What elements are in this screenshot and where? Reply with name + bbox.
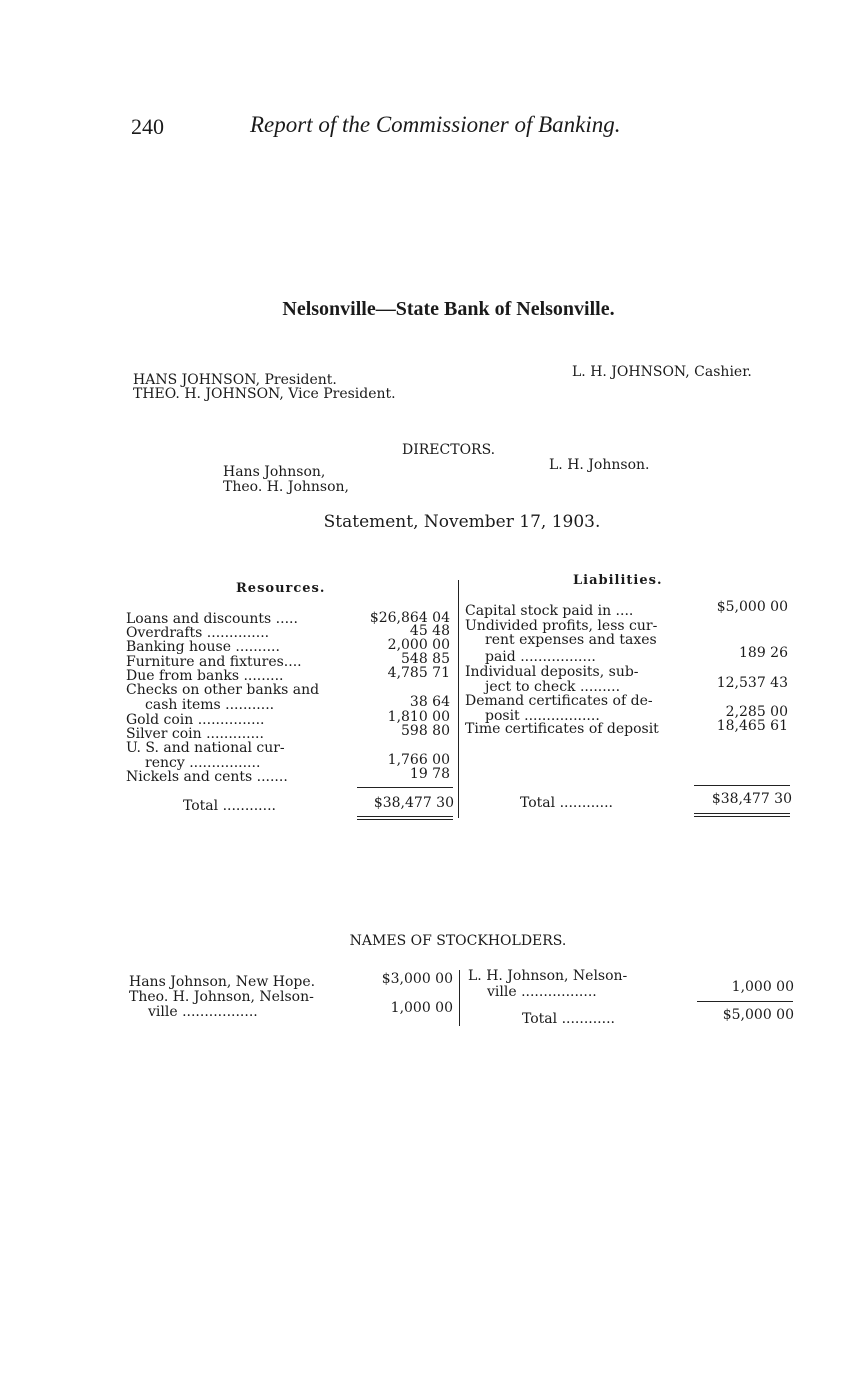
resources-row-label: Due from banks ......... — [126, 668, 284, 684]
stockholders-heading: NAMES OF STOCKHOLDERS. — [349, 933, 567, 949]
resources-row-amount: 548 85 — [401, 651, 450, 667]
resources-total-amount: $38,477 30 — [373, 795, 454, 811]
total-double-rule — [694, 813, 790, 814]
liabilities-row-amount: 2,285 00 — [725, 704, 788, 720]
total-rule — [357, 787, 453, 788]
liabilities-row-label: ject to check ......... — [485, 679, 621, 695]
resources-row-label: Silver coin ............. — [126, 726, 264, 742]
liabilities-row-label: Undivided profits, less cur- — [465, 618, 658, 634]
stockholder-amount: 1,000 00 — [731, 979, 794, 995]
resources-row-label: Loans and discounts ..... — [126, 611, 298, 627]
resources-row-amount: 4,785 71 — [387, 665, 450, 681]
statement-title: Statement, November 17, 1903. — [323, 512, 601, 532]
stockholder-amount: $3,000 00 — [381, 971, 453, 987]
director-name: L. H. Johnson. — [549, 457, 650, 473]
stockholders-divider — [459, 970, 460, 1026]
stockholders-total-label: Total ............ — [522, 1011, 615, 1027]
director-name: Theo. H. Johnson, — [223, 479, 349, 495]
resources-row-amount: 38 64 — [409, 694, 450, 710]
liabilities-heading: Liabilities. — [573, 573, 663, 588]
bank-title: Nelsonville—State Bank of Nelsonville. — [282, 298, 615, 320]
resources-row-amount: 1,766 00 — [387, 752, 450, 768]
liabilities-row-label: paid ................. — [485, 649, 596, 665]
resources-row-label: Checks on other banks and — [126, 682, 320, 698]
liabilities-row-label: Individual deposits, sub- — [465, 664, 639, 680]
liabilities-row-label: Time certificates of deposit — [465, 721, 659, 737]
resources-row-label: U. S. and national cur- — [126, 740, 285, 756]
resources-heading: Resources. — [236, 581, 326, 596]
total-rule — [697, 1001, 793, 1002]
resources-row-amount: 598 80 — [401, 723, 450, 739]
resources-row-amount: 19 78 — [409, 766, 450, 782]
resources-row-label: Nickels and cents ....... — [126, 769, 288, 785]
officer-president: HANS JOHNSON, President. — [133, 372, 337, 388]
running-title: Report of the Commissioner of Banking. — [250, 112, 621, 137]
resources-row-label: Furniture and fixtures.... — [126, 654, 302, 670]
stockholder-amount: 1,000 00 — [390, 1000, 453, 1016]
total-double-rule — [357, 819, 453, 820]
stockholders-total-amount: $5,000 00 — [722, 1007, 794, 1023]
resources-row-amount: 45 48 — [409, 623, 450, 639]
resources-row-label: Banking house .......... — [126, 639, 280, 655]
liabilities-row-amount: 12,537 43 — [716, 675, 788, 691]
resources-row-label: cash items ........... — [145, 697, 275, 713]
liabilities-row-amount: 189 26 — [739, 645, 788, 661]
stockholder-label: Hans Johnson, New Hope. — [129, 974, 316, 990]
liabilities-row-label: posit ................. — [485, 708, 600, 724]
total-double-rule — [694, 816, 790, 817]
stockholder-label: Theo. H. Johnson, Nelson- — [129, 989, 314, 1005]
total-rule — [694, 785, 790, 786]
liabilities-row-amount: 18,465 61 — [716, 718, 788, 734]
resources-row-label: Overdrafts .............. — [126, 625, 270, 641]
total-double-rule — [357, 816, 453, 817]
liabilities-row-label: rent expenses and taxes — [485, 632, 657, 648]
stockholder-label: ville ................. — [148, 1004, 258, 1020]
director-name: Hans Johnson, — [223, 464, 326, 480]
resources-row-amount: 1,810 00 — [387, 709, 450, 725]
column-divider — [458, 580, 459, 818]
page-number: 240 — [131, 114, 164, 139]
liabilities-total-amount: $38,477 30 — [711, 791, 792, 807]
officer-cashier: L. H. JOHNSON, Cashier. — [572, 364, 752, 380]
stockholder-label: ville ................. — [487, 984, 597, 1000]
officer-vice-president: THEO. H. JOHNSON, Vice President. — [133, 386, 396, 402]
resources-row-amount: $26,864 04 — [369, 610, 450, 626]
stockholder-label: L. H. Johnson, Nelson- — [468, 968, 628, 984]
liabilities-row-label: Demand certificates of de- — [465, 693, 653, 709]
resources-row-label: rency ................ — [145, 755, 261, 771]
liabilities-row-amount: $5,000 00 — [716, 599, 788, 615]
resources-row-amount: 2,000 00 — [387, 637, 450, 653]
resources-row-label: Gold coin ............... — [126, 712, 265, 728]
directors-heading: DIRECTORS. — [402, 442, 496, 458]
liabilities-total-label: Total ............ — [520, 795, 613, 811]
liabilities-row-label: Capital stock paid in .... — [465, 603, 634, 619]
resources-total-label: Total ............ — [183, 798, 276, 814]
